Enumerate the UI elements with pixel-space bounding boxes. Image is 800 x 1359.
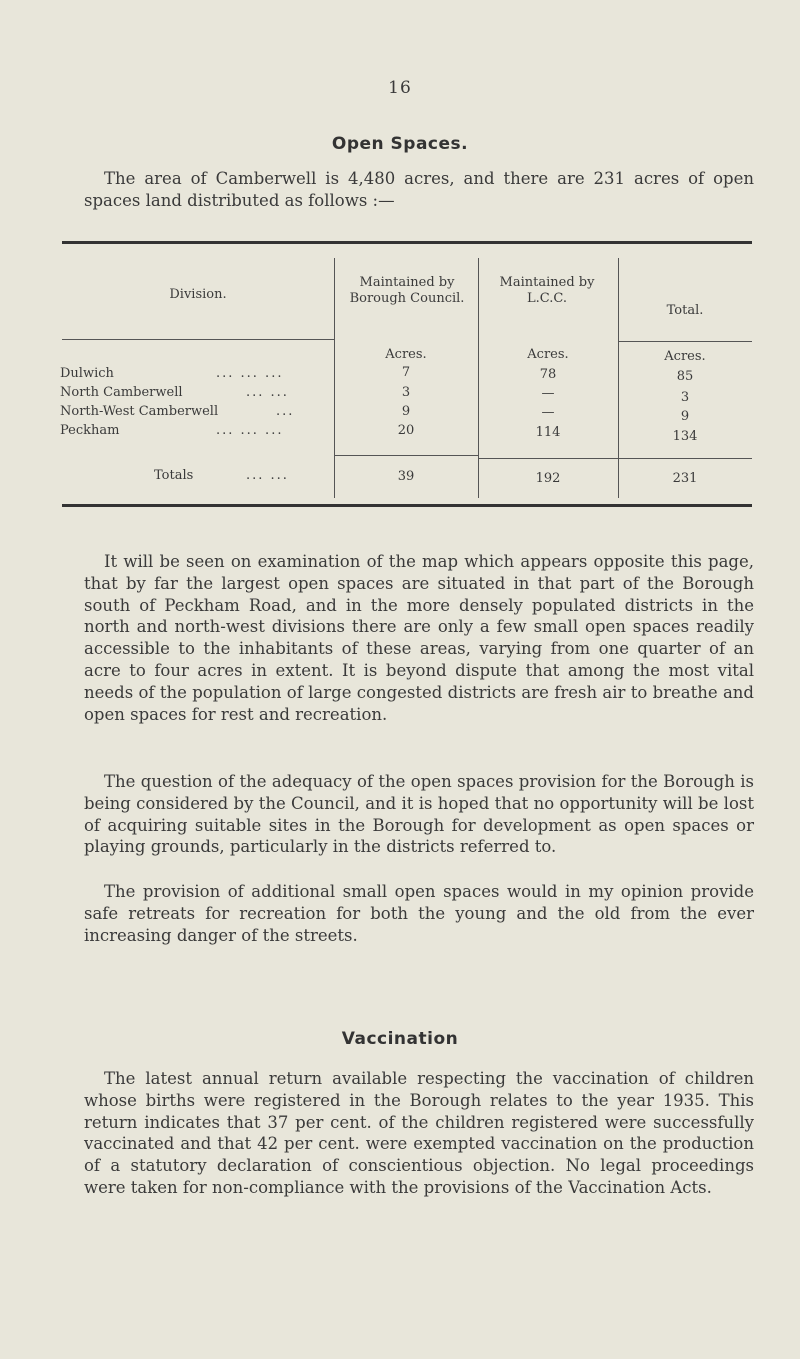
- totals-rule: [618, 458, 752, 459]
- row-lcc: 114: [535, 425, 561, 440]
- row-total: 85: [676, 369, 694, 384]
- vaccination-paragraph: The latest annual return available respecting the vaccination of children whose births were registered in the Borough relates to the year 1935. This return indicates that 37 per cent. of the children registered were successfully vaccinated and that 42 per cent. were exempted vaccination on the production of a statutory declaration of conscientious objection. No legal proceedings were taken for non-compliance with the provisions of the Vaccination Acts.: [84, 1069, 754, 1197]
- row-total: 9: [680, 409, 690, 424]
- header-total: Total.: [666, 303, 704, 318]
- totals-total: 231: [672, 471, 698, 486]
- totals-borough: 39: [397, 469, 415, 484]
- row-lcc: 78: [539, 367, 557, 382]
- row-leader-dots: ... ...: [246, 385, 289, 400]
- row-total: 134: [672, 429, 698, 444]
- header-borough: Maintained by Borough Council.: [349, 275, 465, 306]
- row-division: North Camberwell: [60, 385, 183, 400]
- unit-total: Acres.: [664, 349, 706, 364]
- row-borough: 3: [401, 385, 411, 400]
- header-division: Division.: [169, 287, 227, 302]
- row-borough: 9: [401, 404, 411, 419]
- row-division: Peckham: [60, 423, 120, 438]
- header-lcc: Maintained by L.C.C.: [499, 275, 595, 306]
- totals-label: Totals: [154, 468, 194, 483]
- table-top-rule: [62, 241, 752, 244]
- table-bottom-rule: [62, 504, 752, 507]
- totals-lcc: 192: [535, 471, 561, 486]
- row-division: North-West Camberwell: [60, 404, 219, 419]
- intro-paragraph: The area of Camberwell is 4,480 acres, and there are 231 acres of open spaces land distributed as follows :—: [84, 169, 754, 210]
- row-division: Dulwich: [60, 366, 114, 381]
- body-paragraph: It will be seen on examination of the map which appears opposite this page, that by far the largest open spaces are situated in that part of the Borough south of Peckham Road, and in the more densely populated districts in the north and north-west divisions there are only a few small open spaces readily accessible to the inhabitants of these areas, varying from one quarter of an acre to four acres in extent. It is beyond dispute that among the most vital needs of the population of large congested districts are fresh air to breathe and open spaces for rest and recreation.: [84, 552, 754, 724]
- vaccination-heading: Vaccination: [341, 1029, 459, 1049]
- totals-leader-dots: ... ...: [246, 468, 289, 483]
- unit-borough: Acres.: [385, 347, 427, 362]
- totals-rule: [478, 458, 618, 459]
- open-spaces-heading: Open Spaces.: [331, 134, 469, 154]
- unit-lcc: Acres.: [527, 347, 569, 362]
- row-leader-dots: ...: [276, 404, 295, 419]
- body-paragraph: The question of the adequacy of the open spaces provision for the Borough is being considered by the Council, and it is hoped that no opportunity will be lost of acquiring suitable sites in the Borough for development as open spaces or playing grounds, particularly in the districts referred to.: [84, 772, 754, 857]
- totals-rule: [334, 455, 478, 456]
- row-lcc: —: [541, 386, 555, 401]
- body-paragraph: The provision of additional small open spaces would in my opinion provide safe retreats for recreation for both the young and the old from the ever increasing danger of the streets.: [84, 882, 754, 945]
- page-number: 16: [388, 78, 412, 98]
- header-rule: [618, 341, 752, 342]
- header-rule: [62, 339, 334, 340]
- row-borough: 7: [401, 365, 411, 380]
- row-lcc: —: [541, 405, 555, 420]
- row-leader-dots: ... ... ...: [216, 423, 284, 438]
- row-borough: 20: [397, 423, 415, 438]
- row-total: 3: [680, 390, 690, 405]
- row-leader-dots: ... ... ...: [216, 366, 284, 381]
